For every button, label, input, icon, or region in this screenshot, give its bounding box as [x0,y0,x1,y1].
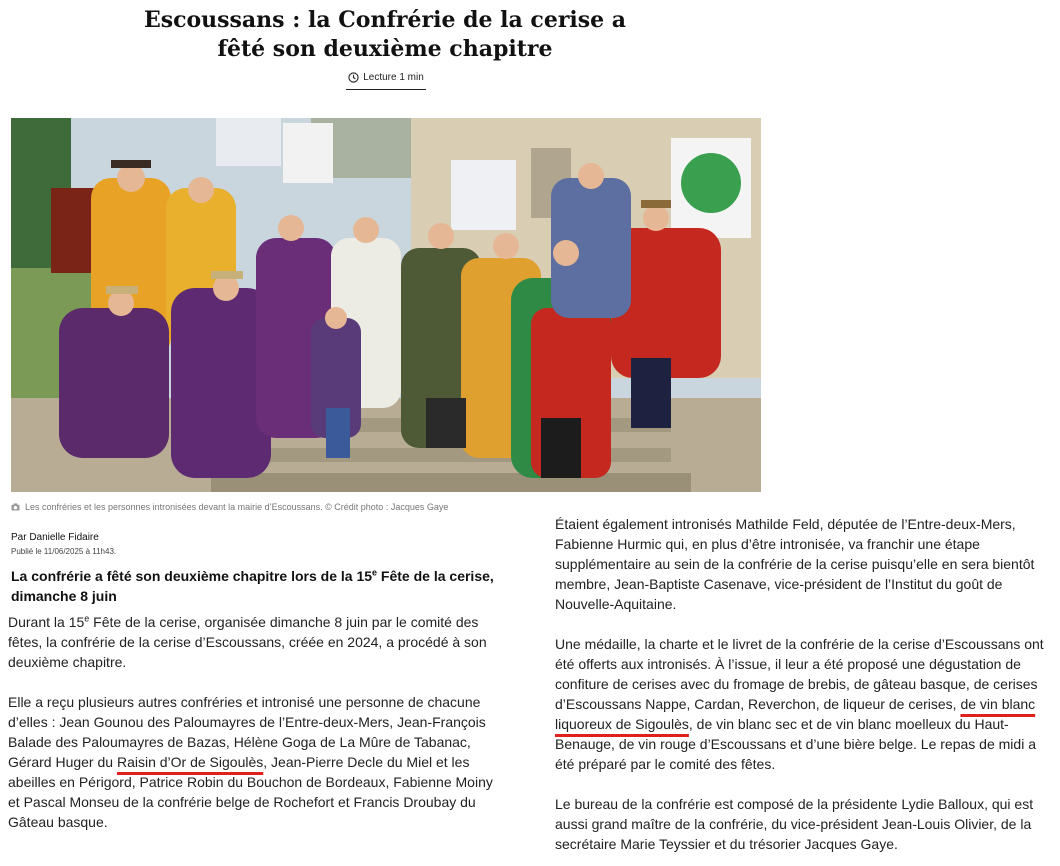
group-photo-illustration [11,118,761,492]
lead-text-a: La confrérie a fêté son deuxième chapitre lors de la 15 [11,568,373,584]
paragraph-1-sup: e [84,613,90,624]
reading-time-label: Lecture 1 min [363,72,424,83]
article-lead [11,566,501,606]
photo-caption-text: Les confréries et les personnes intronisées devant la mairie d’Escoussans. © Crédit photo : Jacques Gaye [25,502,449,512]
reading-time [346,72,426,90]
paragraph-4 [555,634,1055,774]
highlight-vin-blanc: de vin blanc liquoreux de Sigoulès [555,696,1036,732]
paragraph-4-text-b: , de vin blanc sec et de vin blanc moelleux du Haut-Benauge, de vin rouge d’Escoussans et d’une bière belge. Le repas de midi a été préparé par le comité des fêtes. [555,716,1036,772]
article-column-left [8,612,508,852]
lead-text-b: Fête de la cerise, dimanche 8 juin [11,568,494,604]
paragraph-2-text-b: , Jean-Pierre Decle du Miel et les abeilles en Périgord, Patrice Robin du Bouchon de Bordeaux, Fabienne Moiny et Pascal Monseu de la confrérie belge de Rochefort et Francis Droubay du Gâteau basque. [8,754,493,830]
paragraph-2-text-a: Elle a reçu plusieurs autres confréries et intronisé une personne de chacune d’elles : Jean Gounou des Paloumayres de l’Entre-deux-Mers, Jean-François Balade des Paloumayres de Bazas, Hélène Goga de La Mûre de Tabanac, Gérard Huger du [8,694,486,770]
paragraph-3: Étaient également intronisés Mathilde Feld, députée de l’Entre-deux-Mers, Fabienne Hurmic qui, en plus d’être intronisée, va franchir une étape supplémentaire au sein de la confrérie de la cerise puisqu’elle en sera bientôt membre, Jean-Baptiste Casenave, vice-président de l’Institut du goût de Nouvelle-Aquitaine. [555,516,1035,612]
paragraph-5: Le bureau de la confrérie est composé de la présidente Lydie Balloux, qui est aussi grand maître de la confrérie, du vice-président Jean-Louis Olivier, de la secrétaire Marie Teyssier et du trésorier Jacques Gaye. [555,796,1034,852]
paragraph-2 [8,692,508,832]
article-column-right [555,514,1055,866]
clock-icon [348,72,359,83]
photo-caption [11,502,761,512]
lead-sup: e [372,567,378,578]
paragraph-4-text-a: Une médaille, la charte et le livret de la confrérie de la cerise d’Escoussans ont été offerts aux intronisés. À l’issue, il leur a été proposé une dégustation de confiture de cerises avec du fromage de brebis, de gâteau basque, de cerises d’Escoussans Nappe, Cardan, Reverchon, de liqueur de cerises, [555,636,1044,712]
article-photo [11,118,761,492]
highlight-raisin-dor: Raisin d’Or de Sigoulès [116,754,264,770]
paragraph-1 [8,612,508,672]
camera-icon [11,503,20,511]
paragraph-1-text-a: Durant la 15 [8,614,85,630]
paragraph-1-text-b: Fête de la cerise, organisée dimanche 8 juin par le comité des fêtes, la confrérie de la cerise d’Escoussans, créée en 2024, a procédé à son deuxième chapitre. [8,614,487,670]
author-byline: Par Danielle Fidaire [11,532,99,543]
article-title: Escoussans : la Confrérie de la cerise a fêté son deuxième chapitre [143,7,627,62]
publish-date: Publié le 11/06/2025 à 11h43. [11,547,117,556]
